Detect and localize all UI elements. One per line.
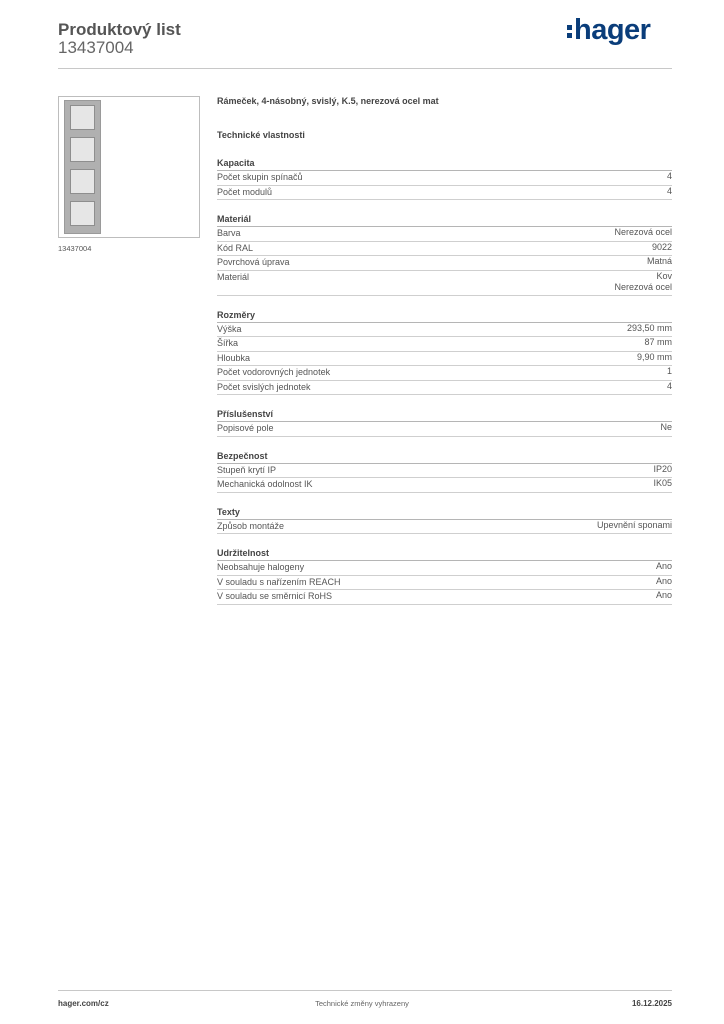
- hager-logo: [567, 14, 650, 47]
- section-title: Bezpečnost: [217, 449, 672, 464]
- spec-label: V souladu s nařízením REACH: [217, 576, 341, 587]
- section-title: Udržitelnost: [217, 546, 672, 561]
- spec-value: [667, 186, 672, 200]
- spec-value-line: Nerezová ocel: [614, 227, 672, 237]
- spec-label: Počet vodorovných jednotek: [217, 367, 331, 377]
- spec-value-line: 4: [666, 185, 672, 196]
- spec-row: [217, 478, 672, 493]
- spec-value-line: Matná: [646, 256, 672, 266]
- spec-value: [637, 352, 672, 366]
- product-description: Rámeček, 4-násobný, svislý, K.5, nerezová ocel mat: [217, 96, 439, 106]
- spec-value: [656, 561, 672, 575]
- spec-row: [217, 337, 672, 352]
- spec-value: [667, 381, 672, 395]
- spec-value: [656, 576, 672, 590]
- spec-value-line: 87 mm: [644, 337, 672, 347]
- spec-value-line: 9,90 mm: [636, 351, 672, 362]
- frame-illustration: [64, 100, 101, 234]
- spec-value-line: Nerezová ocel: [614, 282, 672, 292]
- spec-row: [217, 422, 672, 437]
- spec-value-line: Ano: [655, 561, 672, 571]
- spec-label: Počet modulů: [217, 186, 273, 197]
- spec-row: [217, 256, 672, 271]
- spec-label: Stupeň krytí IP: [217, 464, 277, 475]
- spec-value-line: 4: [666, 171, 672, 181]
- spec-value: [614, 271, 672, 294]
- spec-row: [217, 464, 672, 479]
- spec-label: Hloubka: [217, 352, 251, 363]
- spec-label: Neobsahuje halogeny: [217, 562, 305, 572]
- section-title: Příslušenství: [217, 407, 672, 422]
- spec-value: [656, 590, 672, 604]
- spec-value: [653, 478, 672, 492]
- spec-row: [217, 227, 672, 242]
- spec-value-line: IP20: [653, 463, 672, 474]
- spec-value: [597, 520, 672, 534]
- spec-value: [660, 422, 672, 436]
- spec-label: Barva: [217, 228, 241, 238]
- tech-properties-heading: Technické vlastnosti: [217, 130, 305, 140]
- spec-label: Mechanická odolnost IK: [217, 479, 313, 489]
- spec-value: [667, 366, 672, 380]
- image-caption: 13437004: [58, 244, 92, 253]
- spec-row: [217, 590, 672, 605]
- spec-row: [217, 242, 672, 257]
- spec-value-line: IK05: [653, 478, 672, 488]
- spec-content: [217, 96, 672, 605]
- footer-date: 16.12.2025: [631, 999, 672, 1008]
- spec-label: Povrchová úprava: [217, 257, 290, 267]
- spec-value-line: Ne: [660, 422, 672, 432]
- spec-row: [217, 171, 672, 186]
- spec-sections: [217, 156, 672, 605]
- spec-row: [217, 186, 672, 201]
- spec-label: V souladu se směrnicí RoHS: [217, 591, 333, 601]
- frame-slot: [70, 137, 95, 162]
- spec-label: Způsob montáže: [217, 520, 285, 531]
- product-image: [58, 96, 200, 238]
- spec-row: [217, 520, 672, 535]
- spec-label: Počet skupin spínačů: [217, 172, 303, 182]
- spec-value: [614, 227, 672, 241]
- spec-label: Výška: [217, 323, 242, 334]
- section-title: Texty: [217, 505, 672, 520]
- page-title: Produktový list: [58, 20, 181, 39]
- frame-slot: [70, 105, 95, 130]
- section-title: Materiál: [217, 212, 672, 227]
- spec-value-line: 4: [666, 380, 672, 391]
- spec-value-line: Ano: [655, 575, 672, 586]
- spec-value: [667, 171, 672, 185]
- spec-value: [627, 323, 672, 337]
- spec-label: Kód RAL: [217, 242, 254, 253]
- spec-label: Šířka: [217, 338, 239, 348]
- section-title: Kapacita: [217, 156, 672, 171]
- spec-label: Popisové pole: [217, 423, 274, 433]
- section-title: Rozměry: [217, 308, 672, 323]
- spec-row: [217, 366, 672, 381]
- logo-text: hager: [574, 14, 651, 46]
- spec-value-line: 1: [666, 366, 672, 376]
- spec-value-line: 293,50 mm: [626, 322, 672, 333]
- spec-row: [217, 352, 672, 367]
- footer-website: hager.com/cz: [58, 999, 109, 1008]
- spec-value: [652, 242, 672, 256]
- spec-row: [217, 323, 672, 338]
- spec-row: [217, 561, 672, 576]
- spec-value-line: Upevnění sponami: [596, 519, 672, 530]
- product-code: 13437004: [58, 38, 134, 57]
- footer-notice: Technické změny vyhrazeny: [315, 999, 409, 1008]
- header-divider: [58, 68, 672, 69]
- spec-value-line: Kov: [656, 270, 672, 281]
- frame-slot: [70, 169, 95, 194]
- spec-row: [217, 576, 672, 591]
- spec-row: [217, 381, 672, 396]
- spec-value-line: 9022: [651, 241, 672, 252]
- spec-label: Počet svislých jednotek: [217, 381, 311, 392]
- spec-value: [644, 337, 672, 351]
- spec-value-line: Ano: [655, 590, 672, 600]
- footer-divider: [58, 990, 672, 991]
- spec-label: Materiál: [217, 271, 250, 282]
- logo-dots-icon: [567, 22, 572, 41]
- spec-value: [653, 464, 672, 478]
- spec-row: [217, 271, 672, 296]
- frame-slot: [70, 201, 95, 226]
- spec-value: [647, 256, 672, 270]
